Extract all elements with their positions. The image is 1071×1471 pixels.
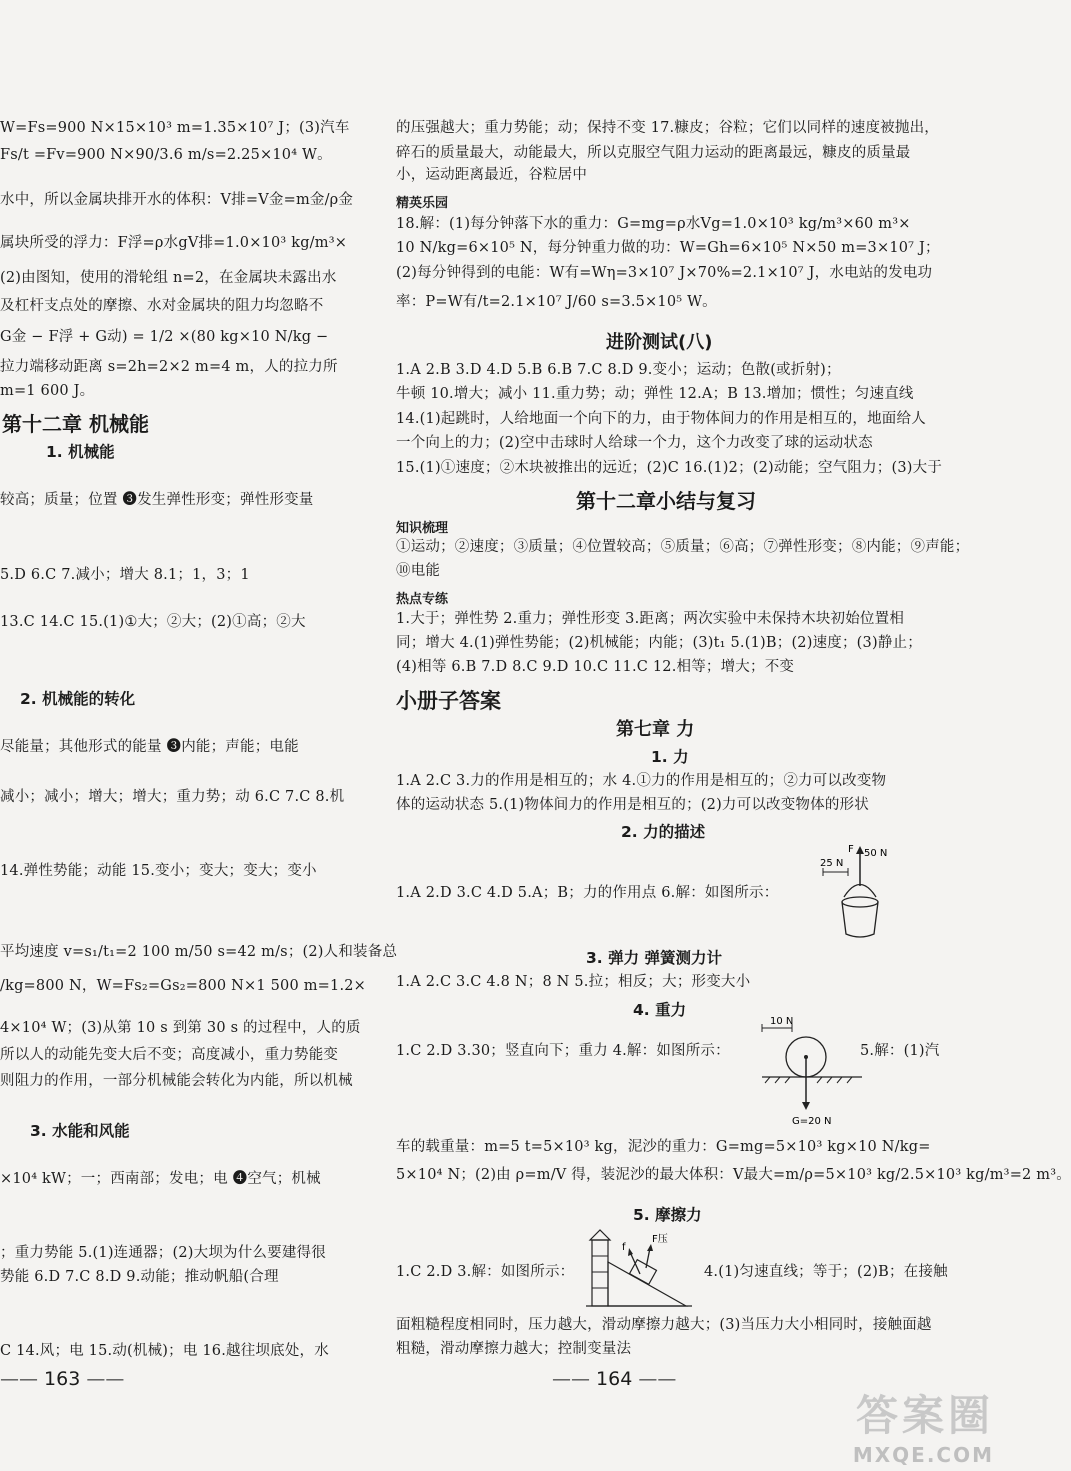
ball-gravity-diagram	[762, 1016, 862, 1132]
text-line: 拉力端移动距离 s=2h=2×2 m=4 m，人的拉力所	[0, 359, 338, 375]
figure-scale-label: 25 N	[820, 858, 844, 869]
section-title: 4. 重力	[633, 1001, 687, 1019]
page-number-value: 164	[596, 1368, 633, 1390]
text-line: ×10⁴ kW；一；西南部；发电；电 ❹空气；机械	[0, 1171, 321, 1187]
text-line: 减小；减小；增大；增大；重力势；动 6.C 7.C 8.机	[0, 789, 345, 805]
text-line: 15.(1)①速度；②木块被推出的远近；(2)C 16.(1)2；(2)动能；空气阻力；(3)大于	[396, 460, 943, 476]
left-column	[0, 0, 398, 1471]
text-line: /kg=800 N，W=Fs₂=Gs₂=800 N×1 500 m=1.2×	[0, 978, 367, 994]
text-line: 5.D 6.C 7.减小；增大 8.1；1，3；1	[0, 567, 250, 583]
text-line: (4)相等 6.B 7.D 8.C 9.D 10.C 11.C 12.相等；增大；不变	[396, 659, 795, 675]
text-line: 较高；质量；位置 ❸发生弹性形变；弹性形变量	[0, 492, 314, 508]
subsection-label: 热点专练	[396, 592, 449, 607]
text-line: m=1 600 J。	[0, 383, 95, 399]
text-line: 5×10⁴ N；(2)由 ρ=m/V 得，装泥沙的最大体积：V最大=m/ρ=5×10³ kg/2.5×10³ kg/m³=2 m³。	[396, 1167, 1071, 1183]
watermark-url: MXQE.COM	[852, 1443, 994, 1467]
text-line: 体的运动状态 5.(1)物体间力的作用是相互的；(2)力可以改变物体的形状	[396, 797, 869, 813]
text-line: (2)由图知，使用的滑轮组 n=2，在金属块未露出水	[0, 270, 337, 286]
figure-scale-label: 10 N	[770, 1016, 794, 1027]
text-line: ①运动；②速度；③质量；④位置较高；⑤质量；⑥高；⑦弹性形变；⑧内能；⑨声能；	[396, 539, 970, 555]
text-line: 面粗糙程度相同时，压力越大，滑动摩擦力越大；(3)当压力大小相同时，接触面越	[396, 1317, 932, 1333]
page-number: —— 163 ——	[0, 1368, 125, 1390]
watermark-logo	[853, 1383, 994, 1467]
text-line: 1.A 2.C 3.C 4.8 N；8 N 5.拉；相反；大；形变大小	[396, 974, 751, 990]
text-line: 粗糙，滑动摩擦力越大；控制变量法	[396, 1341, 632, 1357]
text-line: 水中，所以金属块排开水的体积：V排=V金=m金/ρ金	[0, 192, 354, 208]
text-line: 小，运动距离最近，谷粒居中	[396, 167, 588, 183]
subsection-label: 知识梳理	[396, 521, 449, 536]
text-line: 4.(1)匀速直线；等于；(2)B；在接触	[704, 1264, 948, 1280]
text-line: 车的载重量：m=5 t=5×10³ kg，泥沙的重力：G=mg=5×10³ kg×10 N/kg=	[396, 1139, 931, 1155]
bucket-force-diagram	[820, 842, 912, 942]
text-line: 14.(1)起跳时，人给地面一个向下的力，由于物体间力的作用是相互的，地面给人	[396, 411, 926, 427]
text-line: 1.A 2.C 3.力的作用是相互的；水 4.①力的作用是相互的；②力可以改变物	[396, 773, 887, 789]
text-line: 1.C 2.D 3.30；竖直向下；重力 4.解：如图所示：	[396, 1043, 730, 1059]
text-line: 1.A 2.B 3.D 4.D 5.B 6.B 7.C 8.D 9.变小；运动；色散(或折射)；	[396, 362, 841, 378]
section-title: 3. 弹力 弹簧测力计	[586, 949, 722, 967]
chapter-title: 第十二章 机械能	[2, 412, 149, 436]
text-line: 平均速度 v=s₁/t₁=2 100 m/50 s=42 m/s；(2)人和装备总	[0, 944, 398, 960]
text-line: 1.A 2.D 3.C 4.D 5.A；B；力的作用点 6.解：如图所示：	[396, 885, 779, 901]
text-line: ；重力势能 5.(1)连通器；(2)大坝为什么要建得很	[0, 1245, 326, 1261]
text-line: 5.解：(1)汽	[860, 1043, 940, 1059]
section-title: 2. 力的描述	[621, 823, 706, 841]
text-line: 势能 6.D 7.C 8.D 9.动能；推动帆船(合理	[0, 1269, 279, 1285]
text-line: 同；增大 4.(1)弹性势能；(2)机械能；内能；(3)t₁ 5.(1)B；(2)速度；(3)静止；	[396, 635, 922, 651]
text-line: 及杠杆支点处的摩擦、水对金属块的阻力均忽略不	[0, 298, 324, 314]
slide-friction-diagram	[586, 1228, 692, 1310]
text-line: 4×10⁴ W；(3)从第 10 s 到第 30 s 的过程中，人的质	[0, 1020, 361, 1036]
chapter-title: 第七章 力	[616, 719, 695, 740]
booklet-title: 小册子答案	[396, 689, 501, 713]
page-number: —— 164 ——	[552, 1368, 677, 1390]
text-line: 13.C 14.C 15.(1)①大；②大；(2)①高；②大	[0, 614, 306, 630]
figure-force-label: G=20 N	[792, 1116, 832, 1127]
section-title: 3. 水能和风能	[30, 1122, 130, 1140]
text-line: 属块所受的浮力：F浮=ρ水gV排=1.0×10³ kg/m³×	[0, 235, 348, 251]
text-line: (2)每分钟得到的电能：W有=Wη=3×10⁷ J×70%=2.1×10⁷ J，水电站的发电功	[396, 265, 933, 281]
text-line: 则阻力的作用，一部分机械能会转化为内能，所以机械	[0, 1073, 353, 1089]
watermark-text: 答案圈	[855, 1391, 994, 1440]
page-number-value: 163	[44, 1368, 81, 1390]
review-title: 第十二章小结与复习	[576, 489, 756, 513]
text-line: 18.解：(1)每分钟落下水的重力：G=mg=ρ水Vg=1.0×10³ kg/m³×60 m³×	[396, 216, 911, 232]
section-title: 1. 力	[651, 748, 689, 766]
text-line: 的压强越大；重力势能；动；保持不变 17.糠皮；谷粒；它们以同样的速度被抛出，	[396, 120, 939, 136]
text-line: 率：P=W有/t=2.1×10⁷ J/60 s=3.5×10⁵ W。	[396, 294, 717, 310]
text-line: 1.C 2.D 3.解：如图所示：	[396, 1264, 575, 1280]
subsection-label: 精英乐园	[396, 196, 449, 211]
figure-fn-label: F压	[652, 1234, 668, 1245]
figure-f-label: f	[622, 1242, 626, 1253]
text-line: 所以人的动能先变大后不变；高度减小，重力势能变	[0, 1047, 339, 1063]
right-column	[396, 0, 1071, 1471]
text-line: W=Fs=900 N×15×10³ m=1.35×10⁷ J；(3)汽车	[0, 120, 350, 136]
text-line: 一个向上的力；(2)空中击球时人给球一个力，这个力改变了球的运动状态	[396, 435, 873, 451]
text-line: 1.大于；弹性势 2.重力；弹性形变 3.距离；两次实验中未保持木块初始位置相	[396, 611, 905, 627]
test-title: 进阶测试(八)	[606, 332, 713, 353]
text-line: 14.弹性势能；动能 15.变小；变大；变大；变小	[0, 863, 317, 879]
text-line: G金 − F浮 + G动) = 1/2 ×(80 kg×10 N/kg −	[0, 329, 329, 345]
text-line: Fs/t =Fv=900 N×90/3.6 m/s=2.25×10⁴ W。	[0, 147, 332, 163]
section-title: 2. 机械能的转化	[20, 690, 136, 708]
text-line: C 14.风；电 15.动(机械)；电 16.越往坝底处，水	[0, 1343, 329, 1359]
text-line: 10 N/kg=6×10⁵ N，每分钟重力做的功：W=Gh=6×10⁵ N×50 m=3×10⁷ J；	[396, 240, 940, 256]
text-line: 牛顿 10.增大；减小 11.重力势；动；弹性 12.A；B 13.增加；惯性；匀速直线	[396, 386, 914, 402]
section-title: 5. 摩擦力	[633, 1206, 702, 1224]
figure-f-label: F	[848, 844, 854, 855]
text-line: ⑩电能	[396, 563, 441, 579]
section-title: 1. 机械能	[46, 443, 115, 461]
text-line: 尽能量；其他形式的能量 ❸内能；声能；电能	[0, 739, 299, 755]
figure-force-label: 50 N	[864, 848, 888, 859]
text-line: 碎石的质量最大，动能最大，所以克服空气阻力运动的距离最远，糠皮的质量最	[396, 145, 911, 161]
